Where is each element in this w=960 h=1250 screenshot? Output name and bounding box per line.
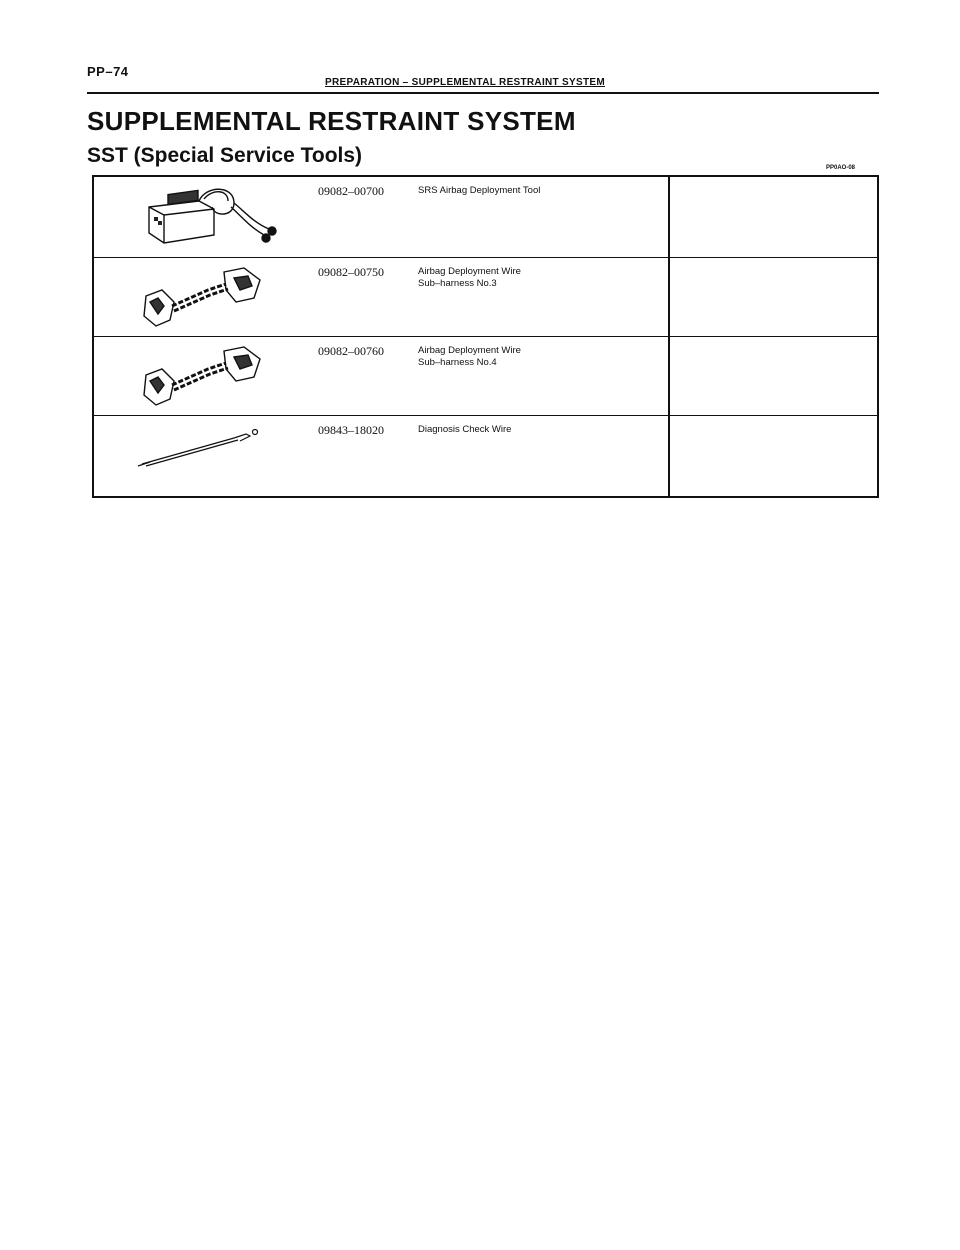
tool-illustration-cell bbox=[94, 258, 311, 336]
tool-part-number: 09082–00760 bbox=[318, 344, 384, 358]
sst-table bbox=[92, 175, 879, 498]
page-title: SUPPLEMENTAL RESTRAINT SYSTEM bbox=[87, 106, 576, 136]
tool-illustration-cell bbox=[94, 177, 311, 257]
section-header: PREPARATION – SUPPLEMENTAL RESTRAINT SYSTEM bbox=[325, 77, 605, 88]
table-row bbox=[94, 257, 877, 336]
tool-name: Diagnosis Check Wire bbox=[418, 424, 512, 435]
tool-info-cell bbox=[311, 416, 668, 496]
check-wire-icon bbox=[94, 416, 311, 497]
tool-note-cell bbox=[668, 177, 877, 257]
tool-note-cell bbox=[668, 416, 877, 496]
page-subtitle: SST (Special Service Tools) bbox=[87, 144, 363, 167]
tool-part-number: 09082–00700 bbox=[318, 184, 384, 198]
tool-part-number: 09843–18020 bbox=[318, 423, 384, 437]
tool-illustration-cell bbox=[94, 416, 311, 496]
tool-name: Airbag Deployment Wire Sub–harness No.3 bbox=[418, 266, 521, 289]
tool-note-cell bbox=[668, 337, 877, 415]
table-row bbox=[94, 177, 877, 257]
page-number: PP–74 bbox=[87, 64, 129, 79]
tool-name: Airbag Deployment Wire Sub–harness No.4 bbox=[418, 345, 521, 368]
tool-part-number: 09082–00750 bbox=[318, 265, 384, 279]
tool-name: SRS Airbag Deployment Tool bbox=[418, 185, 541, 196]
sub-harness-icon bbox=[94, 258, 311, 337]
table-row bbox=[94, 336, 877, 415]
table-row bbox=[94, 415, 877, 496]
tool-info-cell bbox=[311, 258, 668, 336]
tool-illustration-cell bbox=[94, 337, 311, 415]
tool-info-cell bbox=[311, 177, 668, 257]
deployment-tool-icon bbox=[94, 177, 311, 257]
document-code: PP0AO-08 bbox=[826, 165, 856, 171]
header-divider bbox=[87, 92, 879, 94]
sub-harness-icon bbox=[94, 337, 311, 416]
tool-note-cell bbox=[668, 258, 877, 336]
tool-info-cell bbox=[311, 337, 668, 415]
